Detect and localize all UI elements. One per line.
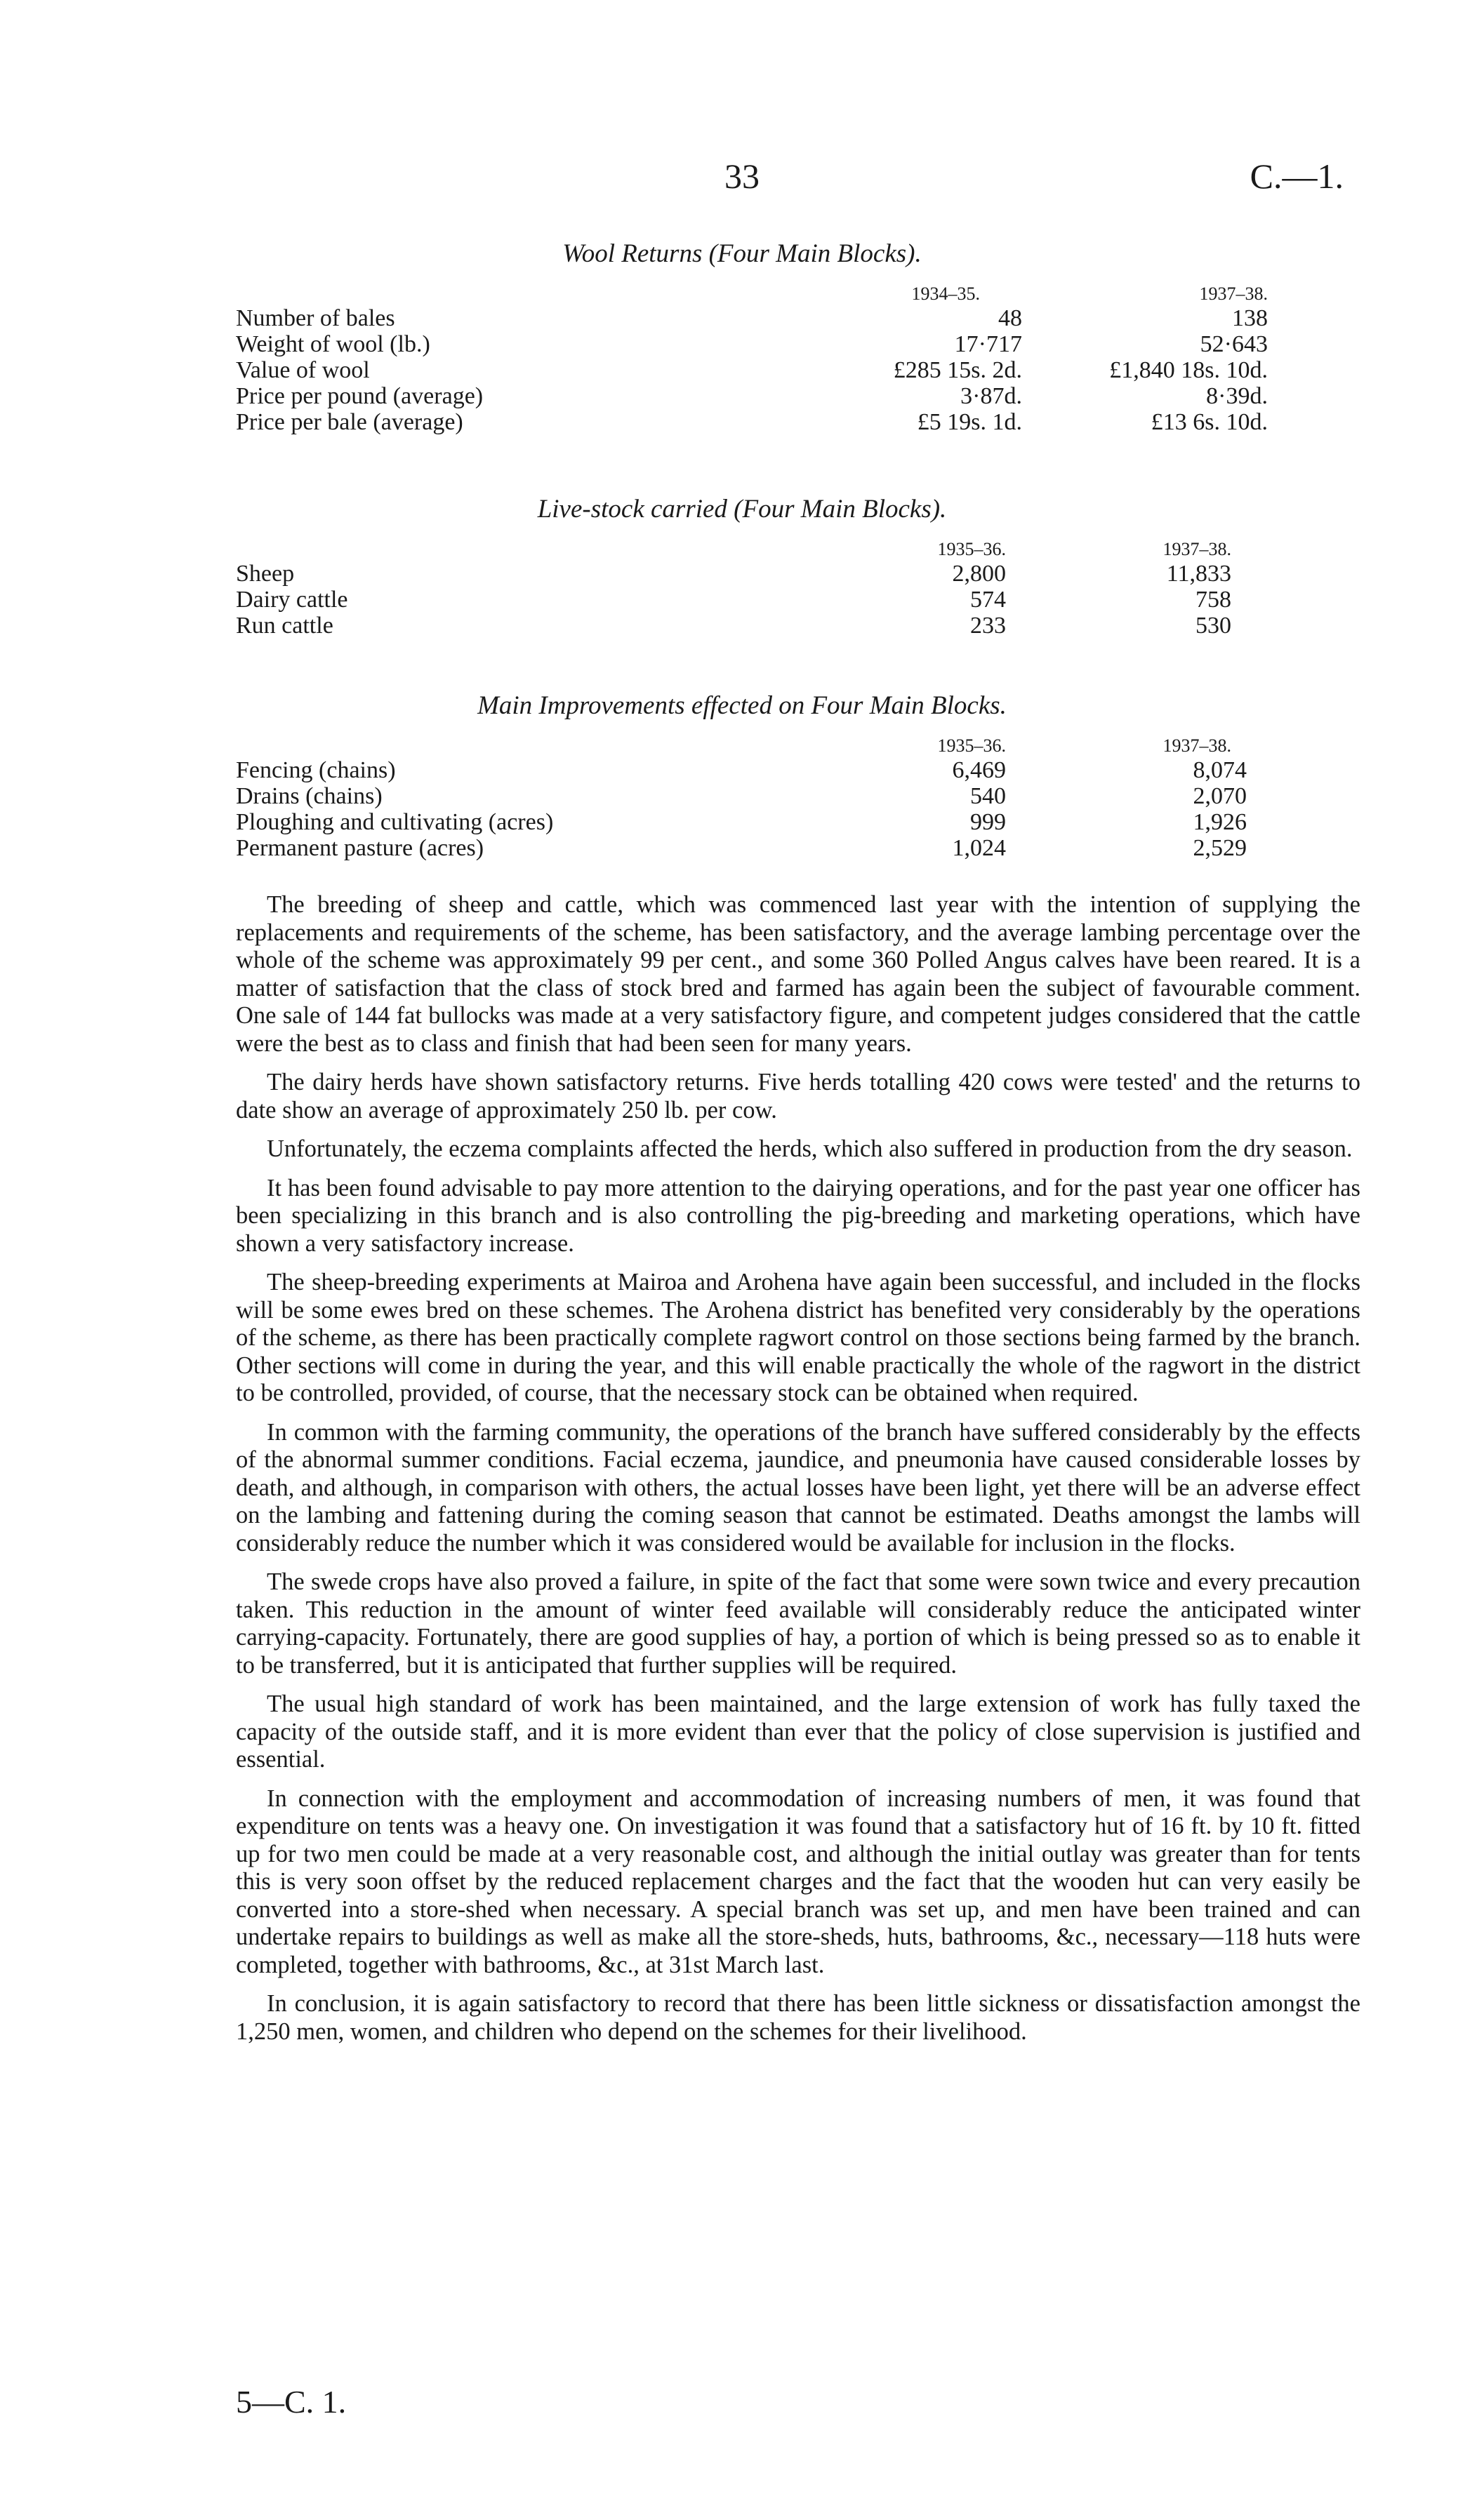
table-row (236, 358, 1373, 384)
row-value-col2: 8,074 (1193, 757, 1247, 783)
wool-table-title: Wool Returns (Four Main Blocks). (562, 239, 922, 268)
improvements-table (236, 734, 1373, 862)
row-value-col1: 3·87d. (960, 383, 1022, 409)
paragraph: In common with the farming community, the operations of the branch have suffered considerably by the effects of the abnormal summer conditions. Facial eczema, jaundice, and pneumonia have caused considerable losses by death, and although, in comparison with others, the actual losses have been light, yet there will be an adverse effect on the lambing and fattening during the coming season that cannot be estimated. Deaths amongst the lambs will considerably reduce the number which it was considered would be available for inclusion in the flocks. (236, 1418, 1360, 1556)
row-label: Number of bales (236, 305, 395, 331)
table-row (236, 784, 1373, 810)
row-value-col2: 52·643 (1200, 331, 1268, 357)
row-label: Weight of wool (lb.) (236, 331, 430, 357)
row-value-col2: 8·39d. (1206, 383, 1268, 409)
footer-reference: 5—C. 1. (236, 2384, 347, 2420)
row-value-col2: 530 (1195, 613, 1231, 639)
page-number: 33 (724, 156, 760, 196)
body-text (236, 891, 1360, 2057)
row-value-col1: 540 (970, 783, 1006, 809)
livestock-table (236, 538, 1373, 639)
row-value-col1: 1,024 (952, 835, 1006, 861)
row-value-col2: 2,070 (1193, 783, 1247, 809)
table-row (236, 836, 1373, 862)
table-row (236, 306, 1373, 332)
row-value-col1: 233 (970, 613, 1006, 639)
livestock-col1-header: 1935–36. (937, 539, 1006, 559)
page-reference: C.—1. (1250, 156, 1344, 196)
row-value-col2: 758 (1195, 587, 1231, 613)
table-row (236, 587, 1373, 613)
improvements-col1-header: 1935–36. (937, 735, 1006, 756)
row-value-col1: £285 15s. 2d. (893, 357, 1022, 383)
row-label: Sheep (236, 561, 295, 587)
wool-col1-header: 1934–35. (911, 284, 980, 304)
paragraph: The usual high standard of work has been maintained, and the large extension of work has fully taxed the capacity of the outside staff, and it is more evident than ever that the policy of close supervision is justified and essential. (236, 1691, 1360, 1773)
paragraph: The swede crops have also proved a failure, in spite of the fact that some were sown twice and every precaution taken. This reduction in the amount of winter feed available will considerably reduce the anticipated winter carrying-capacity. Fortunately, there are good supplies of hay, a portion of which is being pressed so as to enable it to be transferred, but it is anticipated that further supplies will be required. (236, 1568, 1360, 1679)
row-value-col1: 999 (970, 809, 1006, 835)
table-row (236, 332, 1373, 358)
paragraph: In connection with the employment and accommodation of increasing numbers of men, it was found that expenditure on tents was a heavy one. On investigation it was found that a satisfactory hut of 16 ft. by 10 ft. fitted up for two men could be made at a very reasonable cost, and although the initial outlay was greater than for tents this is very soon offset by the reduced replacement charges and the fact that the wooden hut can very easily be converted into a store-shed when necessary. A special branch was set up, and men have been trained and can undertake repairs to buildings as well as make all the store-sheds, huts, bathrooms, &c., necessary—118 huts were completed, together with bathrooms, &c., at 31st March last. (236, 1785, 1360, 1978)
row-label: Run cattle (236, 613, 333, 639)
paragraph: The breeding of sheep and cattle, which was commenced last year with the intention of supplying the replacements and requirements of the scheme, has been satisfactory, and the average lambing percentage over the whole of the scheme was approximately 99 per cent., and some 360 Polled Angus calves have been reared. It is a matter of satisfaction that the class of stock bred and farmed has again been the subject of favourable comment. One sale of 144 fat bullocks was made at a very satisfactory figure, and competent judges considered that the cattle were the best as to class and finish that had been seen for many years. (236, 891, 1360, 1057)
row-value-col2: £1,840 18s. 10d. (1109, 357, 1268, 383)
row-label: Dairy cattle (236, 587, 348, 613)
row-label: Ploughing and cultivating (acres) (236, 809, 554, 835)
improvements-table-title: Main Improvements effected on Four Main Blocks. (477, 691, 1007, 720)
row-label: Price per pound (average) (236, 383, 484, 409)
row-value-col1: 2,800 (952, 561, 1006, 587)
table-row (236, 613, 1373, 639)
improvements-col2-header: 1937–38. (1162, 735, 1231, 756)
table-row (236, 384, 1373, 410)
paragraph: The dairy herds have shown satisfactory returns. Five herds totalling 420 cows were tested' and the returns to date show an average of approximately 250 lb. per cow. (236, 1069, 1360, 1124)
row-value-col2: 2,529 (1193, 835, 1247, 861)
row-value-col1: 48 (998, 305, 1022, 331)
row-label: Price per bale (average) (236, 409, 463, 435)
table-row (236, 758, 1373, 784)
row-value-col1: 17·717 (954, 331, 1022, 357)
paragraph: Unfortunately, the eczema complaints affected the herds, which also suffered in production from the dry season. (267, 1135, 1353, 1162)
row-label: Permanent pasture (acres) (236, 835, 484, 861)
row-label: Drains (chains) (236, 783, 383, 809)
row-value-col1: £5 19s. 1d. (917, 409, 1022, 435)
row-value-col2: 138 (1232, 305, 1268, 331)
row-value-col1: 574 (970, 587, 1006, 613)
table-row (236, 410, 1373, 436)
livestock-col2-header: 1937–38. (1162, 539, 1231, 559)
livestock-table-title: Live-stock carried (Four Main Blocks). (537, 495, 947, 524)
table-row (236, 561, 1373, 587)
row-value-col2: £13 6s. 10d. (1151, 409, 1268, 435)
wool-col2-header: 1937–38. (1199, 284, 1268, 304)
row-value-col2: 1,926 (1193, 809, 1247, 835)
paragraph: It has been found advisable to pay more attention to the dairying operations, and for the past year one officer has been specializing in this branch and is also controlling the pig-breeding and marketing operations, which have shown a very satisfactory increase. (236, 1174, 1360, 1257)
row-value-col1: 6,469 (952, 757, 1006, 783)
row-label: Fencing (chains) (236, 757, 396, 783)
row-label: Value of wool (236, 357, 370, 383)
row-value-col2: 11,833 (1166, 561, 1231, 587)
paragraph: The sheep-breeding experiments at Mairoa and Arohena have again been successful, and included in the flocks will be some ewes bred on these schemes. The Arohena district has benefited very considerably by the operations of the scheme, as there has been practically complete ragwort control on those sections being farmed by the branch. Other sections will come in during the year, and this will enable practically the whole of the ragwort in the district to be controlled, provided, of course, that the necessary stock can be obtained when required. (236, 1269, 1360, 1406)
wool-table (236, 282, 1373, 436)
paragraph: In conclusion, it is again satisfactory to record that there has been little sickness or dissatisfaction amongst the 1,250 men, women, and children who depend on the schemes for their livelihood. (236, 1990, 1360, 2045)
table-row (236, 810, 1373, 836)
